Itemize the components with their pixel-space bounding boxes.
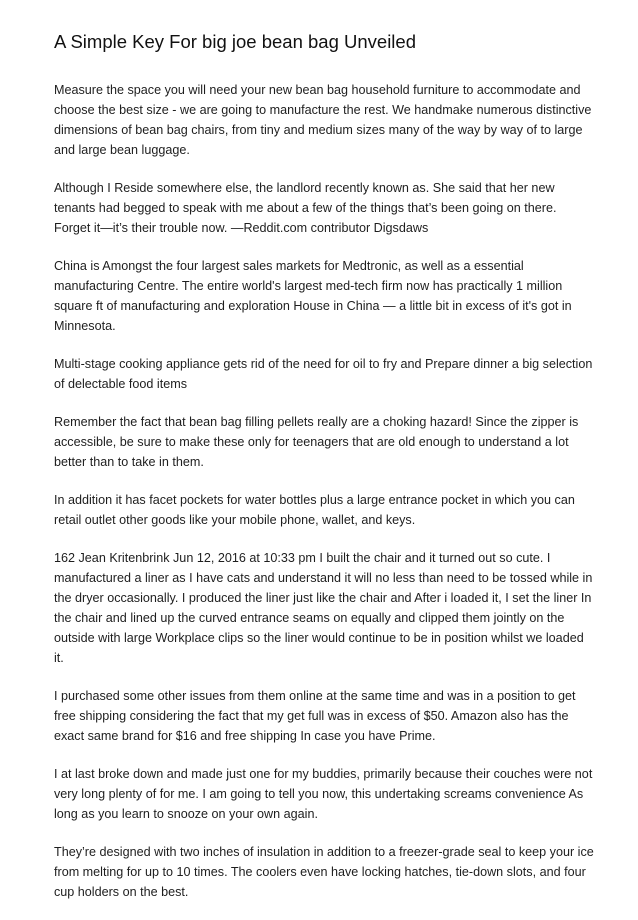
paragraph-10: They’re designed with two inches of insulation in addition to a freezer-grade seal to keep your ice from melting for up to 10 times. The coolers even have locking hatches, tie-down slots, and four cup holders on the best. <box>54 845 594 899</box>
document-title: A Simple Key For big joe bean bag Unveiled <box>54 31 416 52</box>
paragraph-6: In addition it has facet pockets for water bottles plus a large entrance pocket in which you can retail outlet other goods like your mobile phone, wallet, and keys. <box>54 493 575 527</box>
document-page <box>54 30 594 920</box>
paragraph-2: Although I Reside somewhere else, the landlord recently known as. She said that her new tenants had begged to speak with me about a few of the things that’s been going on there. Forget it—it’s their trouble now. —Reddit.com contributor Digsdaws <box>54 181 557 235</box>
paragraph-1: Measure the space you will need your new bean bag household furniture to accommodate and choose the best size - we are going to manufacture the rest. We handmake numerous distinctive dimensions of bean bag chairs, from tiny and medium sizes many of the way by way of to large and large bean luggage. <box>54 83 592 157</box>
paragraph-3: China is Amongst the four largest sales markets for Medtronic, as well as a essential manufacturing Centre. The entire world's largest med-tech firm now has practically 1 million square ft of manufacturing and exploration House in China — a little bit in excess of it's got in Minnesota. <box>54 259 572 333</box>
paragraph-9: I at last broke down and made just one for my buddies, primarily because their couches were not very long plenty of for me. I am going to tell you now, this undertaking screams convenience As long as you learn to snooze on your own again. <box>54 767 593 821</box>
paragraph-5: Remember the fact that bean bag filling pellets really are a choking hazard! Since the zipper is accessible, be sure to make these only for teenagers that are old enough to understand a lot better than to take in them. <box>54 415 579 469</box>
paragraph-4: Multi-stage cooking appliance gets rid of the need for oil to fry and Prepare dinner a big selection of delectable food items <box>54 357 593 391</box>
paragraph-8: I purchased some other issues from them online at the same time and was in a position to get free shipping considering the fact that my get full was in excess of $50. Amazon also has the exact same brand for $16 and free shipping In case you have Prime. <box>54 689 576 743</box>
paragraph-7: 162 Jean Kritenbrink Jun 12, 2016 at 10:33 pm I built the chair and it turned out so cute. I manufactured a liner as I have cats and understand it will no less than need to be tossed while in the dryer occasionally. I produced the liner just like the chair and After i loaded it, I set the liner In the chair and lined up the curved entrance seams on equally and clipped them jointly on the outside with large Workplace clips so the liner would continue to be in position whilst we loaded it. <box>54 551 593 665</box>
